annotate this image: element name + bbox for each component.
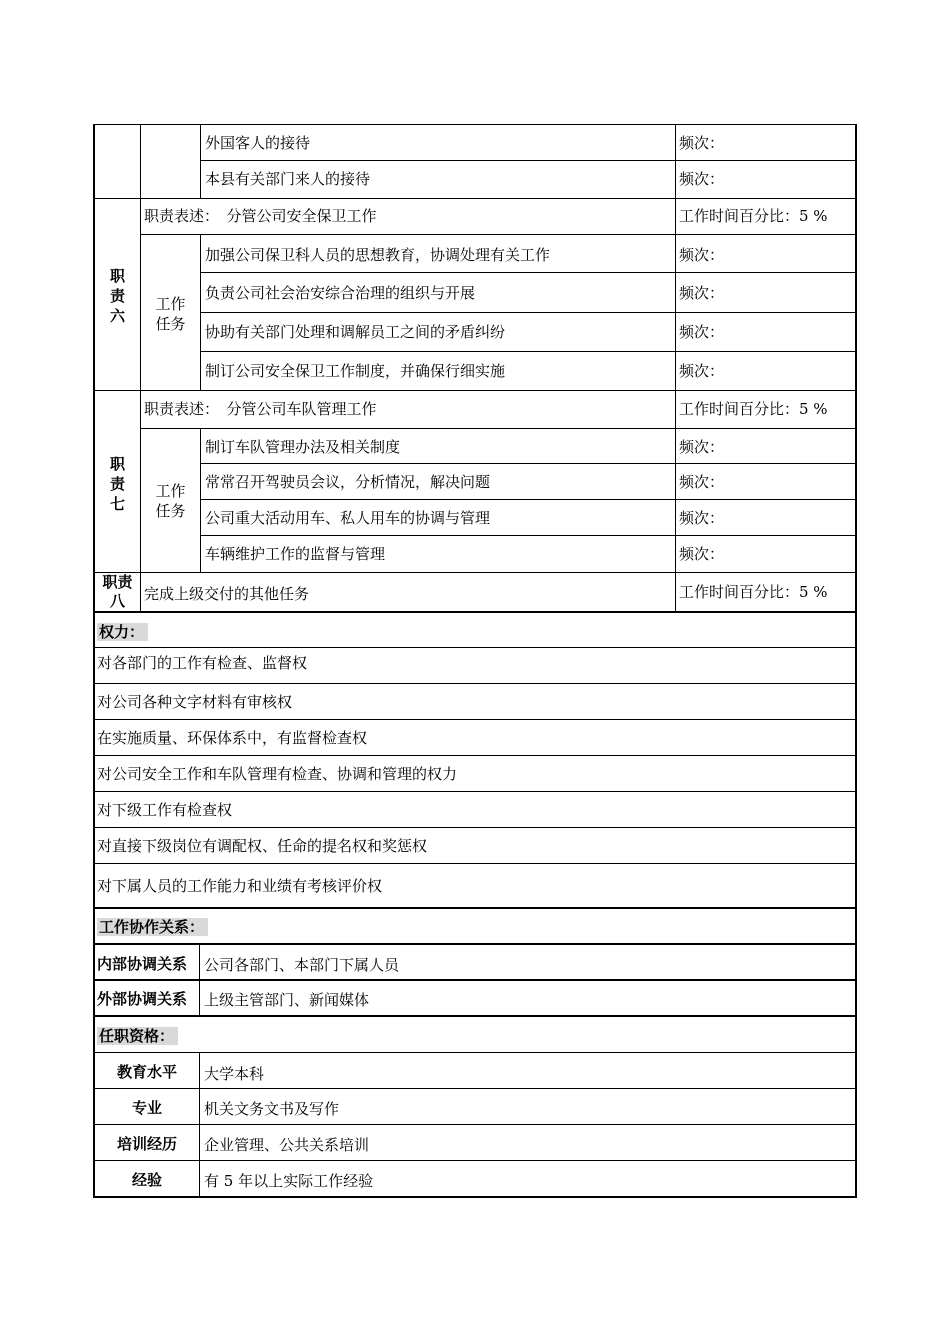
- row-divider: [200, 160, 857, 161]
- major-label: 专业: [131, 1099, 162, 1117]
- task-frequency: 频次：: [679, 284, 725, 302]
- row-divider: [93, 719, 857, 720]
- powers-heading: 权力：: [97, 623, 148, 641]
- task-text: 加强公司保卫科人员的思想教育，协调处理有关工作: [205, 246, 551, 264]
- task-frequency: 频次：: [679, 438, 725, 456]
- row-divider: [93, 863, 857, 864]
- task-frequency: 频次：: [679, 323, 725, 341]
- duty-7-time-percentage: 工作时间百分比：5 %: [679, 400, 828, 418]
- power-item: 对下属人员的工作能力和业绩有考核评价权: [97, 877, 383, 895]
- duty-6-label: 职 责 六: [109, 267, 125, 325]
- education-label: 教育水平: [116, 1063, 177, 1081]
- internal-relation-value: 公司各部门、本部门下属人员: [204, 956, 400, 974]
- power-item: 在实施质量、环保体系中，有监督检查权: [97, 729, 368, 747]
- row-divider: [93, 1160, 857, 1161]
- external-relation-label: 外部协调关系: [97, 990, 188, 1008]
- duty-8-description: 完成上级交付的其他任务: [144, 585, 310, 603]
- column-divider: [200, 428, 201, 572]
- duty-6-time-percentage: 工作时间百分比：5 %: [679, 207, 828, 225]
- duty-6-task-label: 工作 任务: [155, 295, 186, 333]
- row-divider: [93, 1088, 857, 1089]
- duty-7-description: 职责表述： 分管公司车队管理工作: [144, 400, 377, 418]
- section-divider: [93, 611, 857, 613]
- row-divider: [93, 979, 857, 981]
- row-divider: [93, 390, 857, 391]
- row-divider: [200, 312, 857, 313]
- row-divider: [200, 463, 857, 464]
- row-divider: [93, 683, 857, 684]
- qualifications-heading: 任职资格：: [97, 1027, 178, 1045]
- task-text: 制订车队管理办法及相关制度: [205, 438, 401, 456]
- task-frequency: 频次：: [679, 246, 725, 264]
- row-divider: [93, 198, 857, 199]
- power-item: 对公司安全工作和车队管理有检查、协调和管理的权力: [97, 765, 458, 783]
- column-divider: [200, 124, 201, 198]
- major-value: 机关文务文书及写作: [204, 1100, 340, 1118]
- power-item: 对公司各种文字材料有审核权: [97, 693, 293, 711]
- task-text: 制订公司安全保卫工作制度，并确保行细实施: [205, 362, 506, 380]
- experience-label: 经验: [131, 1171, 162, 1189]
- power-item: 对各部门的工作有检查、监督权: [97, 654, 308, 672]
- task-text: 车辆维护工作的监督与管理: [205, 545, 386, 563]
- table-border: [93, 1196, 857, 1198]
- section-divider: [93, 1015, 857, 1017]
- relations-heading: 工作协作关系：: [97, 918, 208, 936]
- training-value: 企业管理、公共关系培训: [204, 1136, 370, 1154]
- row-divider: [200, 351, 857, 352]
- external-relation-value: 上级主管部门、新闻媒体: [204, 991, 370, 1009]
- task-frequency: 频次：: [679, 473, 725, 491]
- row-divider: [93, 647, 857, 648]
- task-text: 常常召开驾驶员会议，分析情况，解决问题: [205, 473, 491, 491]
- row-divider: [200, 499, 857, 500]
- task-text: 外国客人的接待: [205, 134, 311, 152]
- row-divider: [93, 827, 857, 828]
- duty-7-label: 职 责 七: [109, 455, 125, 513]
- row-divider: [200, 272, 857, 273]
- row-divider: [93, 1124, 857, 1125]
- internal-relation-label: 内部协调关系: [97, 955, 188, 973]
- row-divider: [93, 755, 857, 756]
- task-frequency: 频次：: [679, 134, 725, 152]
- row-divider: [140, 234, 857, 235]
- duty-8-label: 职责 八: [102, 573, 133, 610]
- row-divider: [200, 535, 857, 536]
- task-frequency: 频次：: [679, 509, 725, 527]
- table-border: [855, 124, 857, 1198]
- task-text: 协助有关部门处理和调解员工之间的矛盾纠纷: [205, 323, 506, 341]
- duty-7-task-label: 工作 任务: [155, 482, 186, 520]
- duty-6-description: 职责表述： 分管公司安全保卫工作: [144, 207, 377, 225]
- experience-value: 有 5 年以上实际工作经验: [204, 1172, 374, 1190]
- task-frequency: 频次：: [679, 170, 725, 188]
- education-value: 大学本科: [204, 1065, 265, 1083]
- row-divider: [93, 1052, 857, 1053]
- power-item: 对下级工作有检查权: [97, 801, 233, 819]
- section-divider: [93, 907, 857, 909]
- row-divider: [140, 428, 857, 429]
- duty-8-time-percentage: 工作时间百分比：5 %: [679, 583, 828, 601]
- training-label: 培训经历: [116, 1135, 177, 1153]
- task-text: 本县有关部门来人的接待: [205, 170, 371, 188]
- task-frequency: 频次：: [679, 362, 725, 380]
- row-divider: [93, 791, 857, 792]
- power-item: 对直接下级岗位有调配权、任命的提名权和奖惩权: [97, 837, 428, 855]
- row-divider: [93, 572, 857, 573]
- task-text: 负责公司社会治安综合治理的组织与开展: [205, 284, 476, 302]
- task-frequency: 频次：: [679, 545, 725, 563]
- row-divider: [93, 943, 857, 945]
- task-text: 公司重大活动用车、私人用车的协调与管理: [205, 509, 491, 527]
- table-border: [93, 124, 857, 125]
